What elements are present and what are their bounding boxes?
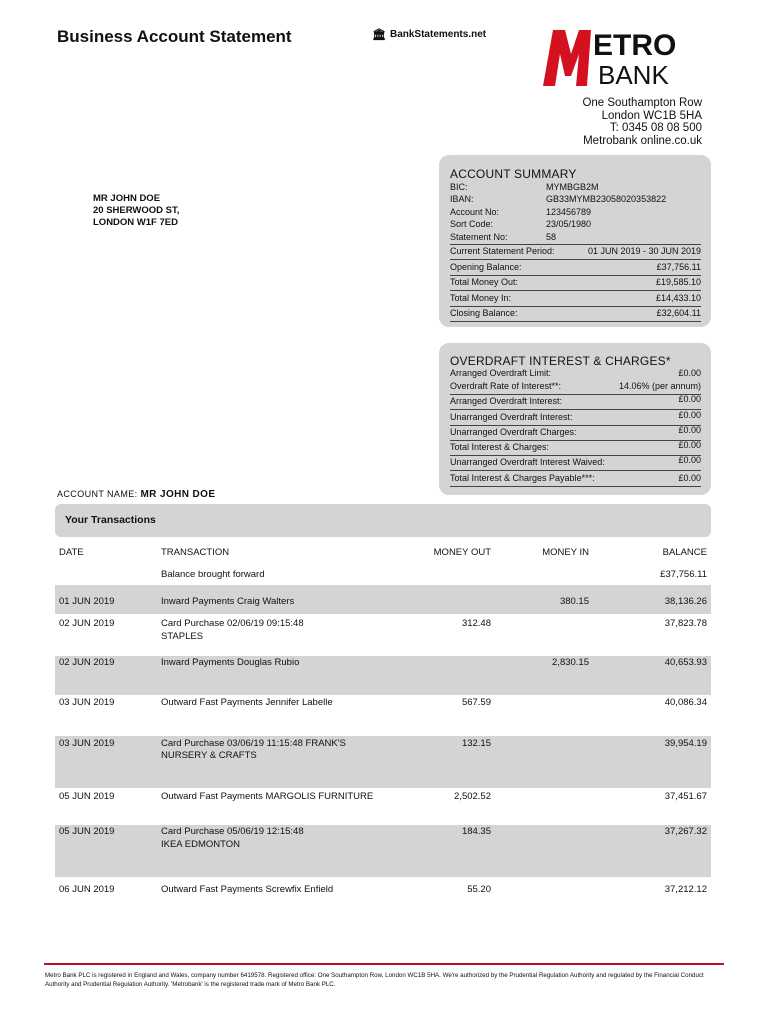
balance-row: Total Money In: £14,433.10: [450, 293, 701, 303]
table-row: 02 JUN 2019 Card Purchase 02/06/19 09:15:48 STAPLES 312.48 37,823.78: [59, 618, 707, 642]
address-phone: T: 0345 08 08 500: [609, 122, 702, 134]
bank-building-icon: 🏛: [372, 29, 386, 41]
statement-period-row: Current Statement Period: 01 JUN 2019 - 30 JUN 2019: [450, 246, 701, 256]
table-row: 06 JUN 2019 Outward Fast Payments Screwfix Enfield 55.20 37,212.12: [59, 884, 707, 895]
overdraft-row: Unarranged Overdraft Charges: £0.00: [450, 425, 701, 437]
address-line: One Southampton Row: [582, 97, 702, 109]
site-link[interactable]: [372, 28, 486, 41]
overdraft-row: Total Interest & Charges: £0.00: [450, 440, 701, 452]
overdraft-row: Unarranged Overdraft Interest: £0.00: [450, 410, 701, 422]
table-row: Balance brought forward £37,756.11: [161, 569, 707, 580]
col-transaction: TRANSACTION: [161, 547, 230, 558]
bank-address: [582, 97, 702, 147]
summary-detail-row: Account No: 123456789: [450, 207, 592, 217]
address-web: Metrobank online.co.uk: [583, 134, 702, 147]
overdraft-panel: [439, 343, 711, 495]
col-balance: BALANCE: [662, 547, 707, 558]
col-money-out: MONEY OUT: [433, 547, 491, 558]
transactions-title: Your Transactions: [65, 514, 156, 526]
customer-street: 20 SHERWOOD ST,: [93, 205, 180, 216]
legal-footer: Metro Bank PLC is registered in England and Wales, company number 6419578. Registered office: One Southampton Row, London WC1B 5HA. We're authorized by the Prudential Regulation Authority and regulated by the Financial Conduct Authority and Prudential Regulation Authority. 'Metrobank' is the registered trade mark of Metro Bank PLC.: [45, 972, 704, 988]
logo-text-top: ETRO: [593, 29, 677, 62]
overdraft-row: Arranged Overdraft Interest: £0.00: [450, 394, 701, 406]
col-date: DATE: [59, 547, 84, 558]
account-summary-panel: [439, 155, 711, 327]
site-label: BankStatements.net: [389, 29, 487, 40]
overdraft-title: OVERDRAFT INTEREST & CHARGES*: [450, 354, 671, 368]
balance-row: Opening Balance: £37,756.11: [450, 262, 701, 272]
customer-address: [93, 193, 179, 229]
table-row: 02 JUN 2019 Inward Payments Douglas Rubio 2,830.15 40,653.93: [55, 656, 711, 695]
summary-detail-row: Sort Code: 23/05/1980: [450, 219, 592, 229]
table-row: 05 JUN 2019 Outward Fast Payments MARGOLIS FURNITURE 2,502.52 37,451.67: [59, 791, 707, 802]
account-name: [57, 489, 215, 500]
summary-detail-row: Statement No: 58: [450, 232, 557, 242]
summary-title: ACCOUNT SUMMARY: [450, 167, 577, 181]
metro-bank-logo: [541, 28, 705, 88]
overdraft-row: Total Interest & Charges Payable***: £0.00: [450, 473, 701, 483]
table-row: 05 JUN 2019 Card Purchase 05/06/19 12:15:48 IKEA EDMONTON 184.35 37,267.32: [55, 825, 711, 877]
col-money-in: MONEY IN: [542, 547, 589, 558]
table-row: 01 JUN 2019 Inward Payments Craig Walters 380.15 38,136.26: [55, 585, 711, 614]
footer-divider: [44, 963, 724, 965]
balance-row: Total Money Out: £19,585.10: [450, 277, 701, 287]
account-name-label: ACCOUNT NAME:: [57, 489, 138, 499]
overdraft-row: Arranged Overdraft Limit: £0.00: [450, 368, 701, 378]
address-line: London WC1B 5HA: [601, 109, 702, 122]
customer-city: LONDON W1F 7ED: [93, 217, 178, 228]
overdraft-row: Overdraft Rate of Interest**: 14.06% (per annum): [450, 381, 701, 391]
customer-name: MR JOHN DOE: [93, 193, 161, 204]
summary-detail-row: IBAN: GB33MYMB23058020353822: [450, 194, 667, 204]
summary-detail-row: BIC: MYMBGB2M: [450, 182, 599, 192]
table-row: 03 JUN 2019 Card Purchase 03/06/19 11:15:48 FRANK'S NURSERY & CRAFTS 132.15 39,954.19: [55, 736, 711, 788]
page-title: Business Account Statement: [57, 27, 292, 46]
logo-text-bottom: BANK: [598, 60, 669, 88]
overdraft-row: Unarranged Overdraft Interest Waived: £0.00: [450, 455, 701, 467]
transactions-header-bar: [55, 504, 711, 537]
account-name-value: MR JOHN DOE: [140, 489, 216, 500]
table-row: 03 JUN 2019 Outward Fast Payments Jennifer Labelle 567.59 40,086.34: [59, 697, 707, 708]
balance-row: Closing Balance: £32,604.11: [450, 308, 701, 318]
